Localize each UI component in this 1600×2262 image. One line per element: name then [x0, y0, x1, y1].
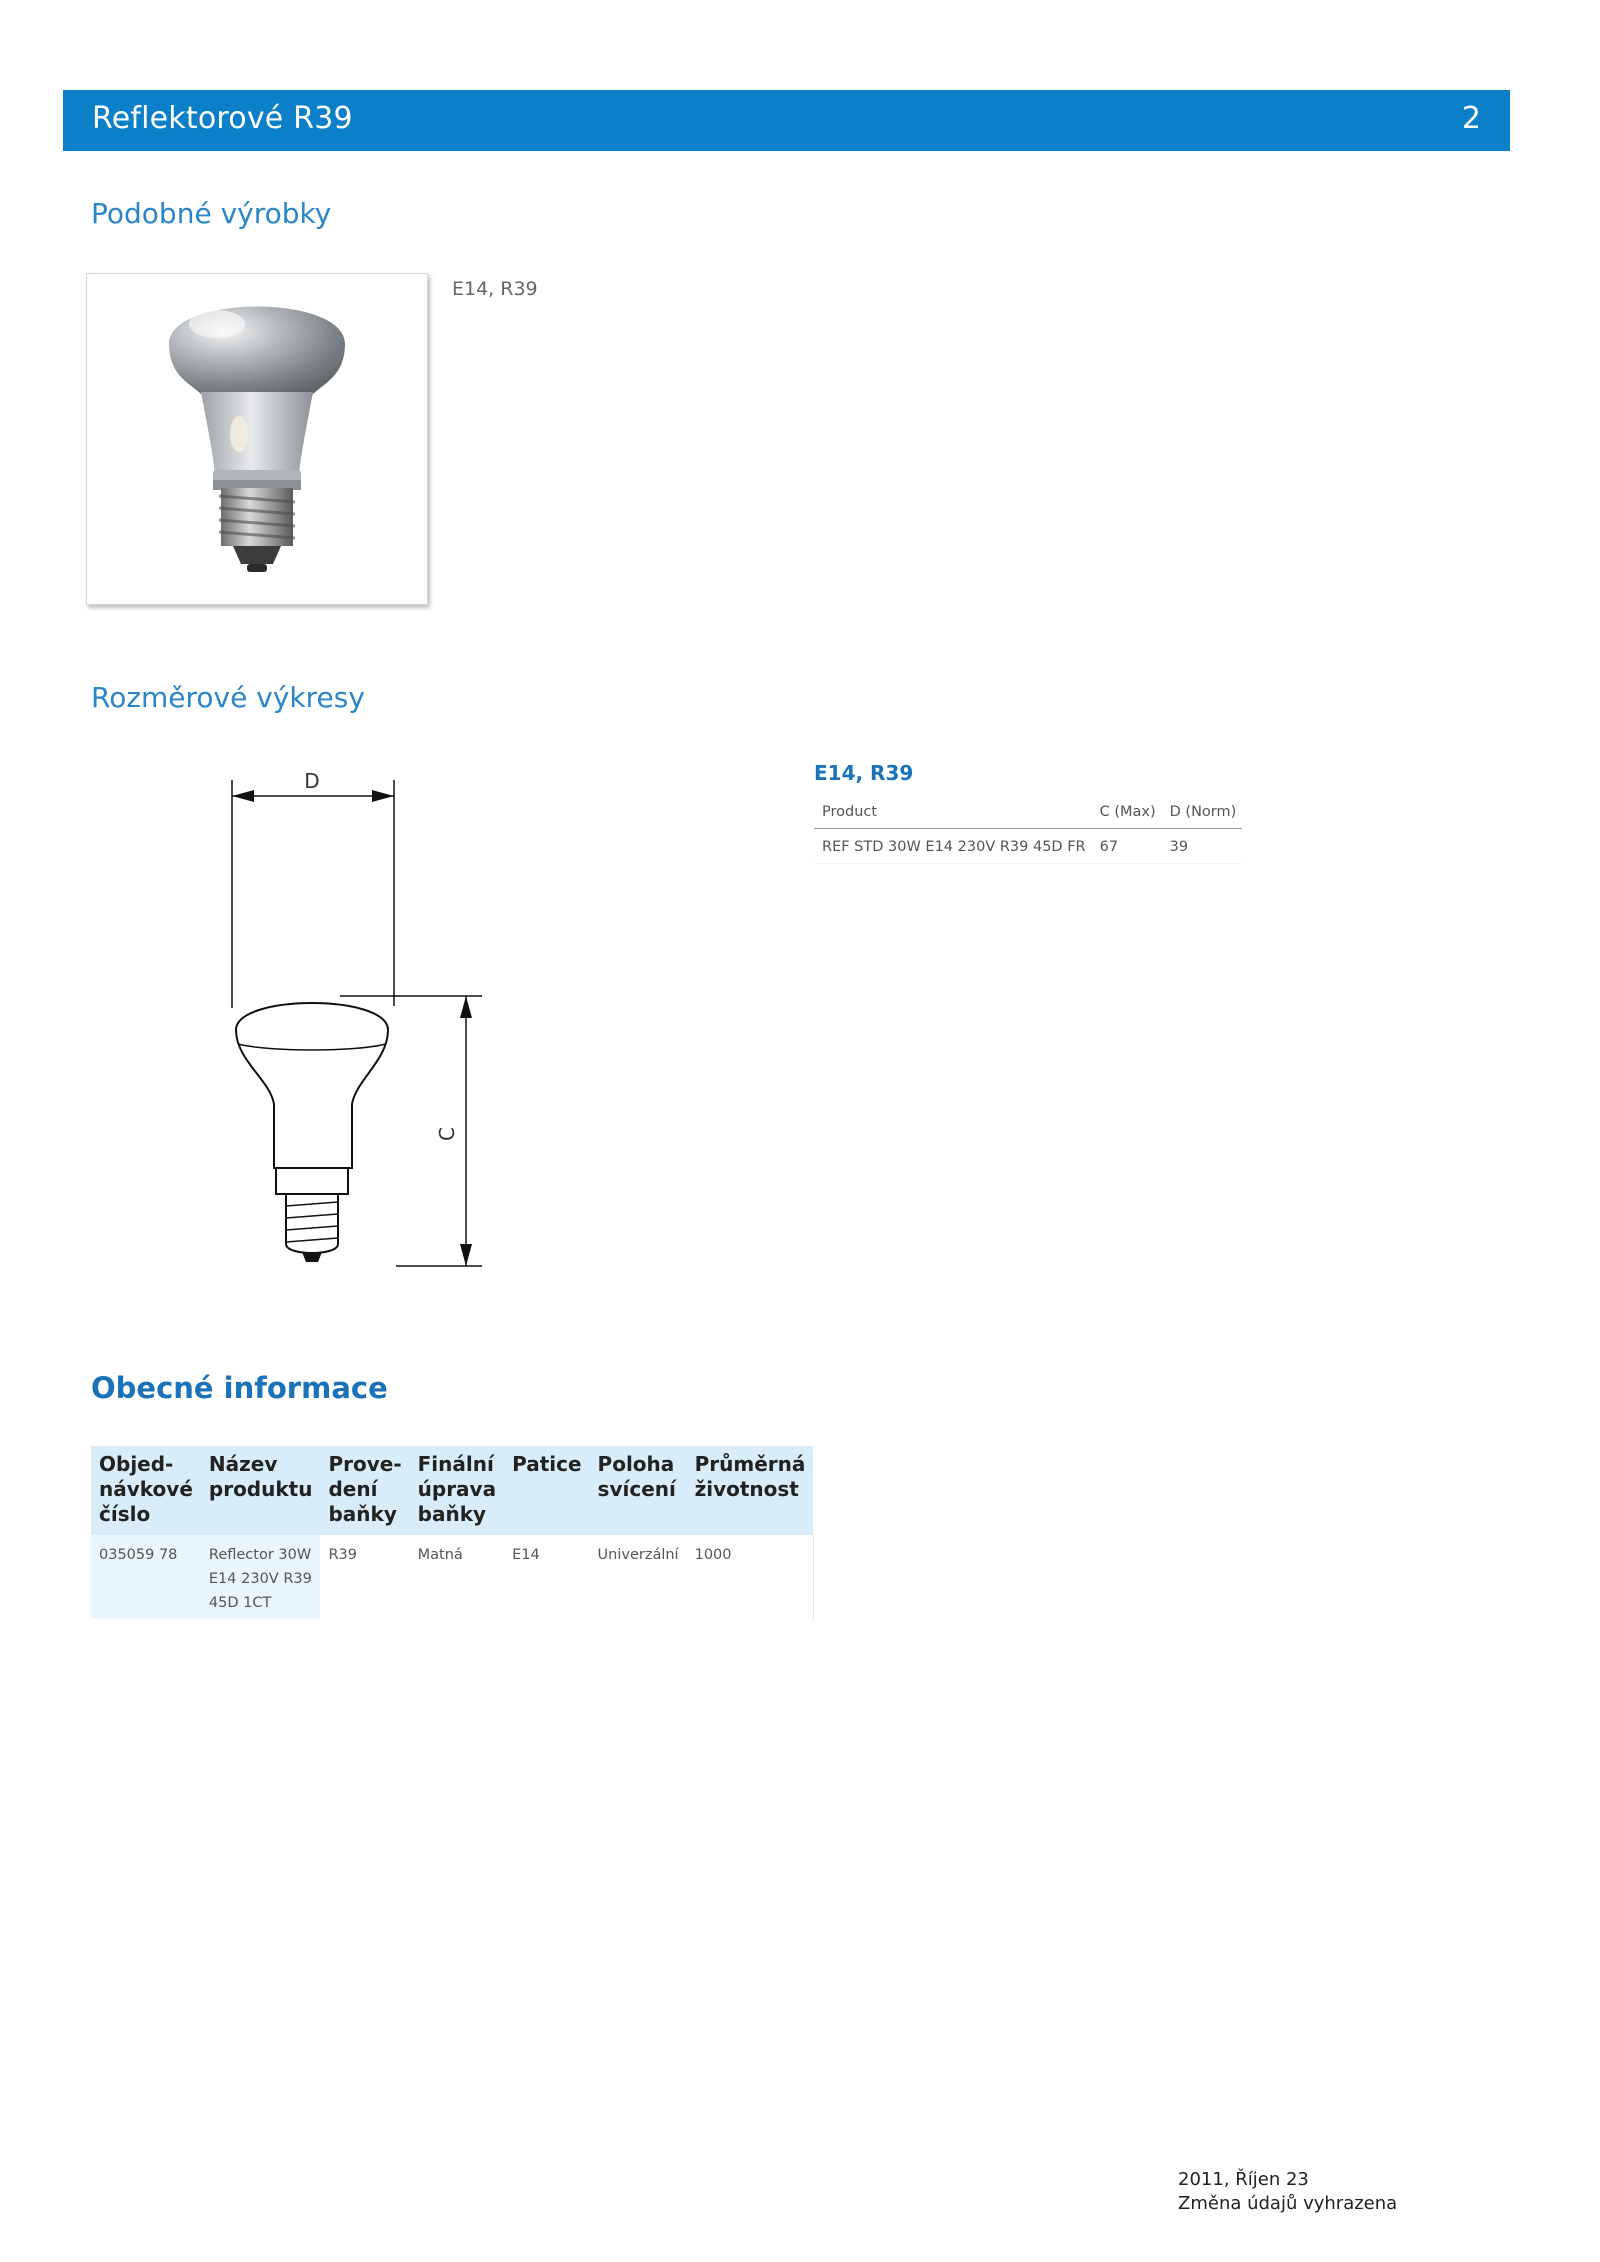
header-line: úprava: [417, 1477, 497, 1501]
cell-line: 45D 1CT: [208, 1595, 272, 1611]
dimension-spec-table: [814, 798, 1242, 864]
cell-base: E14: [512, 1547, 540, 1563]
dimension-spec-block: [814, 760, 1237, 864]
header-line: číslo: [99, 1502, 151, 1526]
col-bulb-design: [320, 1446, 409, 1535]
col-product-name: [201, 1446, 321, 1535]
spec-header-row: [814, 798, 1242, 829]
cell-line: Reflector 30W: [208, 1547, 312, 1563]
spec-cell-c-max: 67: [1092, 829, 1162, 864]
col-average-life: [687, 1446, 814, 1535]
footer: [1178, 2168, 1397, 2216]
cell-bulb-finish: Matná: [417, 1547, 463, 1563]
product-photo: [86, 273, 428, 605]
lamp-photo-illustration: [87, 274, 427, 604]
header-line: Průměrná: [694, 1452, 806, 1476]
page-title: Reflektorové R39: [92, 101, 353, 136]
header-bar: [63, 90, 1510, 151]
photo-caption: E14, R39: [452, 278, 538, 300]
header-line: Poloha: [597, 1452, 675, 1476]
header-line: dení: [328, 1477, 378, 1501]
label-c: C: [435, 1127, 459, 1141]
dimension-drawing: [210, 760, 530, 1284]
cell-order-number: 035059 78: [91, 1535, 201, 1619]
footer-date: 2011, Říjen 23: [1178, 2169, 1309, 2190]
header-line: návkové: [99, 1477, 193, 1501]
header-line: Název: [208, 1452, 278, 1476]
header-line: produktu: [208, 1477, 313, 1501]
header-line: Patice: [512, 1452, 582, 1476]
cell-burning-position: Univerzální: [597, 1547, 679, 1563]
spec-cell-product: REF STD 30W E14 230V R39 45D FR: [814, 829, 1092, 864]
col-bulb-finish: [410, 1446, 504, 1535]
cell-average-life: 1000: [687, 1535, 814, 1619]
cell-line: E14 230V R39: [208, 1571, 312, 1587]
header-line: Objed-: [99, 1452, 174, 1476]
spec-col-d-norm: D (Norm): [1162, 798, 1243, 829]
header-line: životnost: [694, 1477, 799, 1501]
dimension-drawings-title: Rozměrové výkresy: [91, 681, 365, 714]
header-line: svícení: [597, 1477, 676, 1501]
page-number: 2: [1461, 101, 1481, 136]
info-header-row: [91, 1446, 813, 1535]
label-d: D: [304, 769, 320, 793]
header-line: Prove-: [328, 1452, 402, 1476]
spec-col-product: Product: [814, 798, 1092, 829]
general-info-table: [91, 1446, 814, 1619]
spec-col-c-max: C (Max): [1092, 798, 1162, 829]
col-order-number: [91, 1446, 201, 1535]
col-burning-position: [590, 1446, 687, 1535]
table-row: [91, 1535, 813, 1619]
cell-product-name: [201, 1535, 321, 1619]
table-row: [814, 829, 1242, 864]
spec-title: E14, R39: [814, 761, 914, 785]
similar-products-title: Podobné výrobky: [91, 197, 332, 230]
lamp-outline-drawing: [210, 760, 530, 1280]
header-line: Finální: [417, 1452, 494, 1476]
footer-note: Změna údajů vyhrazena: [1178, 2193, 1398, 2214]
header-line: baňky: [328, 1502, 397, 1526]
spec-cell-d-norm: 39: [1162, 829, 1243, 864]
general-info-title: Obecné informace: [91, 1371, 388, 1405]
col-base: [504, 1446, 589, 1535]
header-line: baňky: [417, 1502, 487, 1526]
cell-bulb-design: R39: [328, 1547, 357, 1563]
